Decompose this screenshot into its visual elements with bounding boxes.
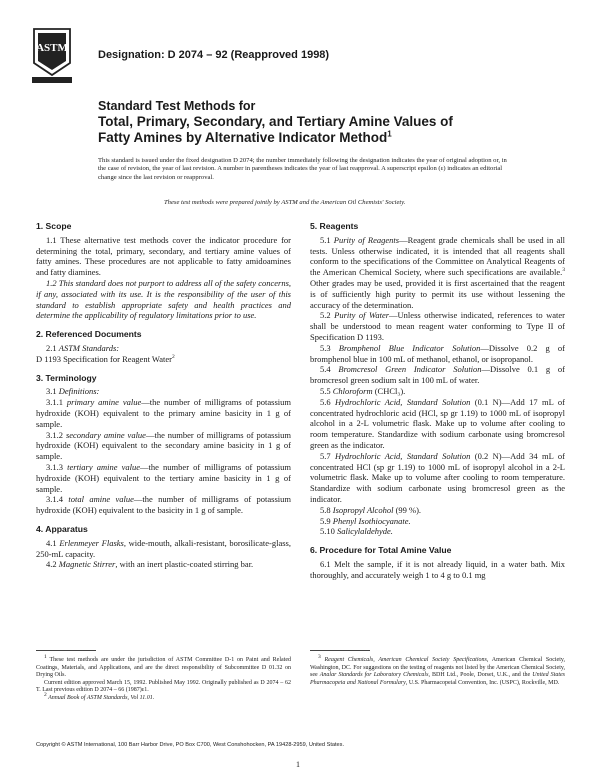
document-title bbox=[98, 99, 453, 146]
paragraph: 3.1.1 primary amine value—the number of milligrams of potassium hydroxide (KOH) equivalent to the primary amine basicity in 1 g of sample. bbox=[36, 397, 291, 429]
right-column bbox=[310, 221, 565, 581]
paragraph: 5.4 Bromcresol Green Indicator Solution—Dissolve 0.1 g of bromcresol green sodium salt in 100 mL of water. bbox=[310, 364, 565, 386]
footnote-rule bbox=[310, 650, 370, 651]
footnotes-left bbox=[36, 654, 291, 703]
section-heading: 1. Scope bbox=[36, 221, 72, 231]
paragraph: 3.1.2 secondary amine value—the number of milligrams of potassium hydroxide (KOH) equivalent to the secondary amine basicity in 1 g of sample. bbox=[36, 429, 291, 462]
paragraph: 5.1 Purity of Reagents—Reagent grade chemicals shall be used in all tests. Unless otherwise indicated, it is intended that all reagents shall conform to the specifications of the Committee on Analytical Reagents of the American Chemical Society, where such specifications are available.$^3$ Other grades may be used, provided it is first ascertained that the reagent is of sufficiently high purity to permit its use without lessening the accuracy of the determination. bbox=[310, 234, 565, 310]
paragraph: 6.1 Melt the sample, if it is not already liquid, in a water bath. Mix thoroughly, and accurately weigh 1 to 4 g to 0.1 mg bbox=[310, 558, 565, 580]
paragraph: 2.1 ASTM Standards: bbox=[46, 342, 120, 353]
section-heading: 5. Reagents bbox=[310, 221, 359, 231]
footnote: $^1$ These test methods are under the jurisdiction of ASTM Committee D-1 on Paint and Related Coatings, Materials, and Applications, and are the direct responsibility of Subcommittee D 01.32 on Drying Oils. bbox=[36, 654, 291, 679]
footnote: $^3$ Reagent Chemicals, American Chemical Society Specifications, American Chemical Society, Washington, DC. For suggestions on the testing of reagents not listed by the American Chemical Society, see Analar Standards for Laboratory Chemicals, BDH Ltd., Poole, Dorset, U.K., and the United States Pharmacopeia and National Formulary, U.S. Pharmacopeial Convention, Inc. (USPC), Rockville, MD. bbox=[310, 654, 565, 686]
paragraph: 5.9 Phenyl Isothiocyanate. bbox=[320, 515, 411, 526]
issuance-notice: This standard is issued under the fixed designation D 2074; the number immediately following the designation indicates the year of original adoption or, in the case of revision, the year of last revision. A number in parentheses indicates the year of last reapproval. A superscript epsilon (ε) indicates an editorial change since the last revision or reapproval. bbox=[98, 157, 507, 181]
page-number: 1 bbox=[296, 760, 300, 769]
paragraph: 5.10 Salicylaldehyde. bbox=[320, 526, 393, 537]
paragraph: 1.1 These alternative test methods cover the indicator procedure for determining the total, primary, secondary, and tertiary amine values of fatty amines. These procedures are not applicable to fatty amidoamines and fatty diamines. bbox=[36, 234, 291, 278]
svg-text:ASTM: ASTM bbox=[36, 42, 68, 54]
paragraph: 1.2 This standard does not purport to address all of the safety concerns, if any, associated with its use. It is the responsibility of the user of this standard to establish appropriate safety and health practices and determine the applicability of regulatory limitations prior to use. bbox=[36, 277, 291, 321]
left-column bbox=[36, 221, 291, 570]
paragraph: 5.5 Chloroform (CHCl₃). bbox=[320, 385, 406, 396]
paragraph: 5.8 Isopropyl Alcohol (99 %). bbox=[320, 504, 422, 515]
paragraph: 5.3 Bromphenol Blue Indicator Solution—Dissolve 0.2 g of bromphenol blue in 100 mL of methanol, ethanol, or isopropanol. bbox=[310, 342, 565, 364]
section-heading: 4. Apparatus bbox=[36, 523, 88, 534]
footnote-rule bbox=[36, 650, 96, 651]
paragraph: 4.1 Erlenmeyer Flasks, wide-mouth, alkali-resistant, borosilicate-glass, 250-mL capacity. bbox=[36, 537, 291, 559]
copyright-line: Copyright © ASTM International, 100 Barr Harbor Drive, PO Box C700, West Conshohocken, PA 19428-2959, United States. bbox=[36, 742, 344, 748]
paragraph: 3.1 Definitions: bbox=[46, 386, 100, 397]
section-heading: 3. Terminology bbox=[36, 372, 97, 383]
paragraph: 4.2 Magnetic Stirrer, with an inert plastic-coated stirring bar. bbox=[46, 559, 254, 570]
paragraph: 5.7 Hydrochloric Acid, Standard Solution (0.2 N)—Add 34 mL of concentrated HCl (sp gr 1.19) to 1000 mL of isopropyl alcohol in a 2-L volumetric flask. Make up to volume after cooling to room temperature. Standardize with sodium carbonate using bromcresol green as the indicator. bbox=[310, 450, 565, 504]
section-heading: 6. Procedure for Total Amine Value bbox=[310, 545, 452, 556]
title-line-3: Fatty Amines by Alternative Indicator Method$^1$ bbox=[98, 129, 392, 145]
section-heading: 2. Referenced Documents bbox=[36, 329, 142, 340]
footnote: Current edition approved March 15, 1992. Published May 1992. Originally published as D 2074 – 62 T. Last previous edition D 2074 – 66 (1987)ε1. bbox=[36, 679, 291, 694]
footnote: $^2$ Annual Book of ASTM Standards, Vol 11.01. bbox=[44, 691, 155, 701]
designation: Designation: D 2074 – 92 (Reapproved 1998) bbox=[98, 49, 330, 61]
paragraph: D 1193 Specification for Reagent Water$^2$ bbox=[36, 353, 175, 364]
joint-preparation-note: These test methods were prepared jointly by ASTM and the American Oil Chemists' Society. bbox=[164, 199, 406, 206]
astm-logo bbox=[30, 25, 74, 85]
footnotes-right bbox=[310, 654, 565, 687]
paragraph: 3.1.4 total amine value—the number of milligrams of potassium hydroxide (KOH) equivalent to the basicity in 1 g of sample. bbox=[36, 494, 292, 516]
title-line-1: Standard Test Methods for bbox=[98, 99, 256, 113]
paragraph: 5.6 Hydrochloric Acid, Standard Solution (0.1 N)—Add 17 mL of concentrated hydrochloric acid (HCl, sp gr 1.19) to 1000 mL of isopropyl alcohol in a 2-L volumetric flask. Make up to volume after cooling to room temperature. Standardize with sodium carbonate using bromcresol green as the indicator. bbox=[310, 396, 565, 450]
paragraph: 5.2 Purity of Water—Unless otherwise indicated, references to water shall be understood to mean reagent water conforming to Type II of Specification D 1193. bbox=[310, 310, 565, 342]
paragraph: 3.1.3 tertiary amine value—the number of milligrams of potassium hydroxide (KOH) equivalent to the tertiary amine basicity in 1 g of sample. bbox=[36, 461, 291, 494]
title-line-2: Total, Primary, Secondary, and Tertiary Amine Values of bbox=[98, 114, 453, 129]
